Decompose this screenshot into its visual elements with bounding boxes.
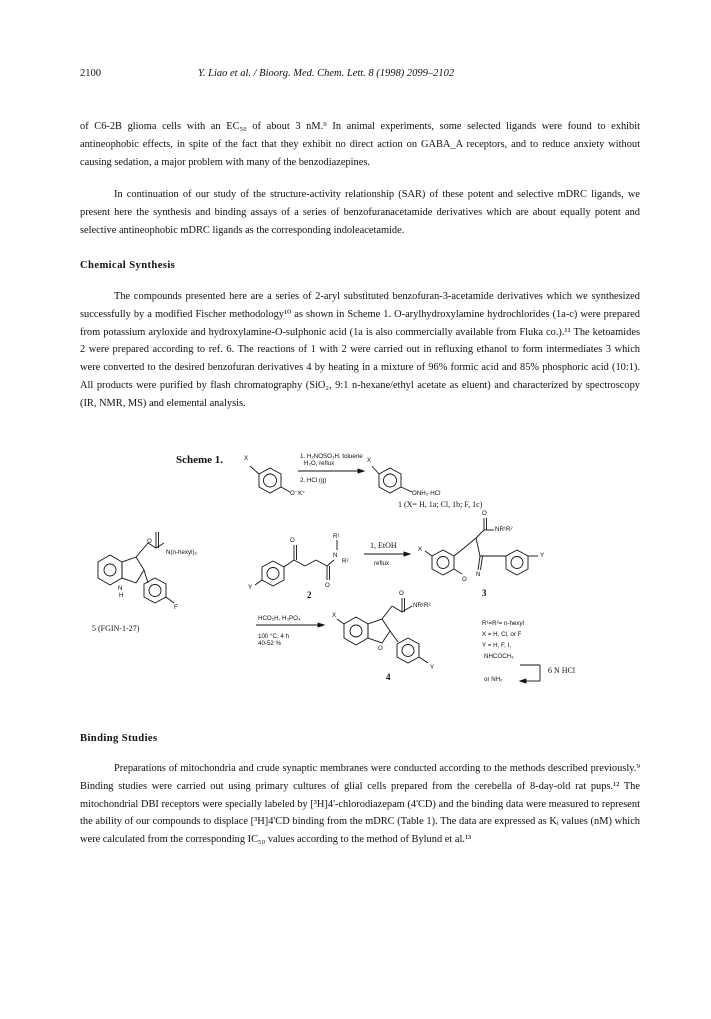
- scheme-intermediate-nr: NR¹R²: [495, 526, 513, 533]
- fgin-benzene-ring: [98, 555, 122, 585]
- fgin-fluorophenyl-ring: [144, 578, 166, 603]
- product-benzene-ring: [344, 617, 368, 645]
- scheme-ketoamide-r1: R¹: [333, 533, 340, 540]
- scheme-ketoamide-n: N: [333, 552, 338, 559]
- scheme-step2-cond-a: 1, EtOH: [370, 541, 397, 550]
- scheme-product-o: O: [378, 645, 383, 652]
- scheme-hcl-label: 6 N HCl: [548, 666, 576, 675]
- scheme-legend-nh2: or NH₂: [484, 676, 503, 683]
- paragraph-sar: In continuation of our study of the structure-activity relationship (SAR) of these potent and selective mDRC ligands, we present here the synthesis and binding assays of a series of benzofuranacetamide derivatives which are about equally potent and selective antineophobic mDRC ligands as the corresponding indoleacetamide.: [80, 189, 640, 236]
- paragraph-binding: Preparations of mitochondria and crude synaptic membranes were conducted according to the methods described previously.⁹ Binding studies were carried out using primary cultures of glial cells prepared from the cerebella of 8-day-old rat pups.¹² The mitochondrial DBI receptors were specially labeled by [³H]4'-chlorodiazepam (4'CD) and the binding data were measured to represent the ability of our compounds to displace [³H]4'CD binding from the mDRC (Table 1). The data are expressed as Kᵢ values (nM) which were calculated from the corresponding IC₅₀ values according to the method of Bylund et al.¹³: [80, 763, 640, 846]
- scheme-legend-nhcoch3: NHCOCH₃: [484, 653, 514, 660]
- scheme-fgin-carbonyl-o: O: [147, 538, 152, 545]
- scheme-ketoamide-r2: R²: [342, 558, 349, 565]
- running-title: Y. Liao et al. / Bioorg. Med. Chem. Lett. 8 (1998) 2099–2102: [198, 68, 455, 79]
- scheme-fgin-f: F: [174, 604, 178, 611]
- scheme-intermediate-o: O: [462, 576, 467, 583]
- scheme-aryloxide-x: X: [244, 455, 249, 462]
- scheme-legend-x: X = H, Cl, or F: [482, 631, 522, 638]
- scheme-aryloxide-label: O⁻K⁺: [290, 490, 306, 497]
- heading-binding-studies: Binding Studies: [80, 733, 158, 744]
- scheme-compound-2: 2: [307, 590, 312, 600]
- paragraph-synthesis: The compounds presented here are a series of 2-aryl substituted benzofuran-3-acetamide derivatives which we synthesized successfully by a modified Fischer methodology¹⁰ as shown in Scheme 1. O-arylhydroxylamine hydrochlorides (1a-c) were prepared from potassium aryloxide and hydroxylamine-O-sulphonic acid (1a is also commercially available from Fluka co.).¹¹ The ketoamides 2 were prepared according to ref. 6. The reactions of 1 with 2 were carried out in refluxing ethanol to form intermediates 3 which were converted to the desired benzofuran derivatives 4 by heating in a mixture of 96% formic acid and 85% phosphoric acid (10:1). All products were purified by flash chromatography (SiO₂, 9:1 n-hexane/ethyl acetate as eluent) and characterized by spectroscopy (IR, NMR, MS) and elemental analysis.: [80, 291, 640, 409]
- scheme-fgin-caption: 5 (FGIN-1-27): [92, 624, 140, 633]
- scheme-ketoamide-y: Y: [248, 584, 253, 591]
- scheme-intermediate-carbonyl-o: O: [482, 510, 487, 517]
- scheme-product-x: X: [332, 612, 337, 619]
- scheme-fgin-amide: N(n-hexyl)₂: [166, 549, 197, 556]
- scheme-hydroxylamine-group: ONH₂·HCl: [412, 490, 441, 497]
- scheme-step1-cond-b: H₂O, reflux: [304, 460, 335, 467]
- scheme-product-carbonyl-o: O: [399, 590, 404, 597]
- scheme-compound-3: 3: [482, 588, 487, 598]
- aryloxide-ring: [259, 468, 281, 493]
- scheme-label: Scheme 1.: [176, 454, 224, 466]
- scheme-compound-4: 4: [386, 672, 391, 682]
- product-furan-ring: [368, 619, 390, 643]
- fgin-pyrrole-ring: [122, 557, 144, 583]
- scheme-compound1-caption: 1 (X= H, 1a; Cl, 1b; F, 1c): [398, 500, 483, 509]
- intermediate-ring-b: [506, 550, 528, 575]
- scheme-step2-cond-b: reflux: [374, 560, 390, 567]
- scheme-intermediate-y: Y: [540, 552, 545, 559]
- scheme-hydroxylamine-x: X: [367, 457, 372, 464]
- scheme-legend-r: R¹=R²= n-hexyl: [482, 620, 524, 627]
- scheme-intermediate-n: N: [476, 571, 481, 578]
- hydroxylamine-ring: [379, 468, 401, 493]
- product-aryl-ring: [397, 638, 419, 663]
- scheme-step3-cond-b: 100 °C, 4 h: [258, 633, 290, 640]
- intermediate-ring-a: [432, 550, 454, 575]
- scheme-legend-y: Y = H, F, I,: [482, 642, 511, 649]
- heading-chemical-synthesis: Chemical Synthesis: [80, 260, 176, 271]
- scheme-fgin-nh: N: [118, 585, 123, 592]
- scheme-step3-cond-c: 40-52 %: [258, 640, 282, 647]
- scheme-ketoamide-o2: O: [325, 582, 330, 589]
- page-number: 2100: [80, 68, 101, 79]
- scheme-step3-cond-a: HCO₂H, H₃PO₄: [258, 615, 301, 622]
- scheme-intermediate-x: X: [418, 546, 423, 553]
- ketoamide-ring: [262, 561, 284, 586]
- scheme-product-nr: NR¹R²: [413, 602, 431, 609]
- scheme-fgin-h: H: [119, 592, 124, 599]
- scheme-product-y: Y: [430, 664, 435, 671]
- scheme-step1-cond-c: 2. HCl (g): [300, 477, 327, 484]
- paragraph-intro-continued: of C6-2B glioma cells with an EC₅₀ of about 3 nM.⁹ In animal experiments, some selected ligands were found to exhibit antineophobic effects, in spite of the fact that they exhibit no direct action on GABA_A receptors, and to reduce anxiety without causing sedation, a major problem with many of the benzodiazepines.: [80, 121, 640, 168]
- scheme-ketoamide-o1: O: [290, 537, 295, 544]
- scheme-step1-cond-a: 1. H₂NOSO₃H, toluene: [300, 453, 363, 460]
